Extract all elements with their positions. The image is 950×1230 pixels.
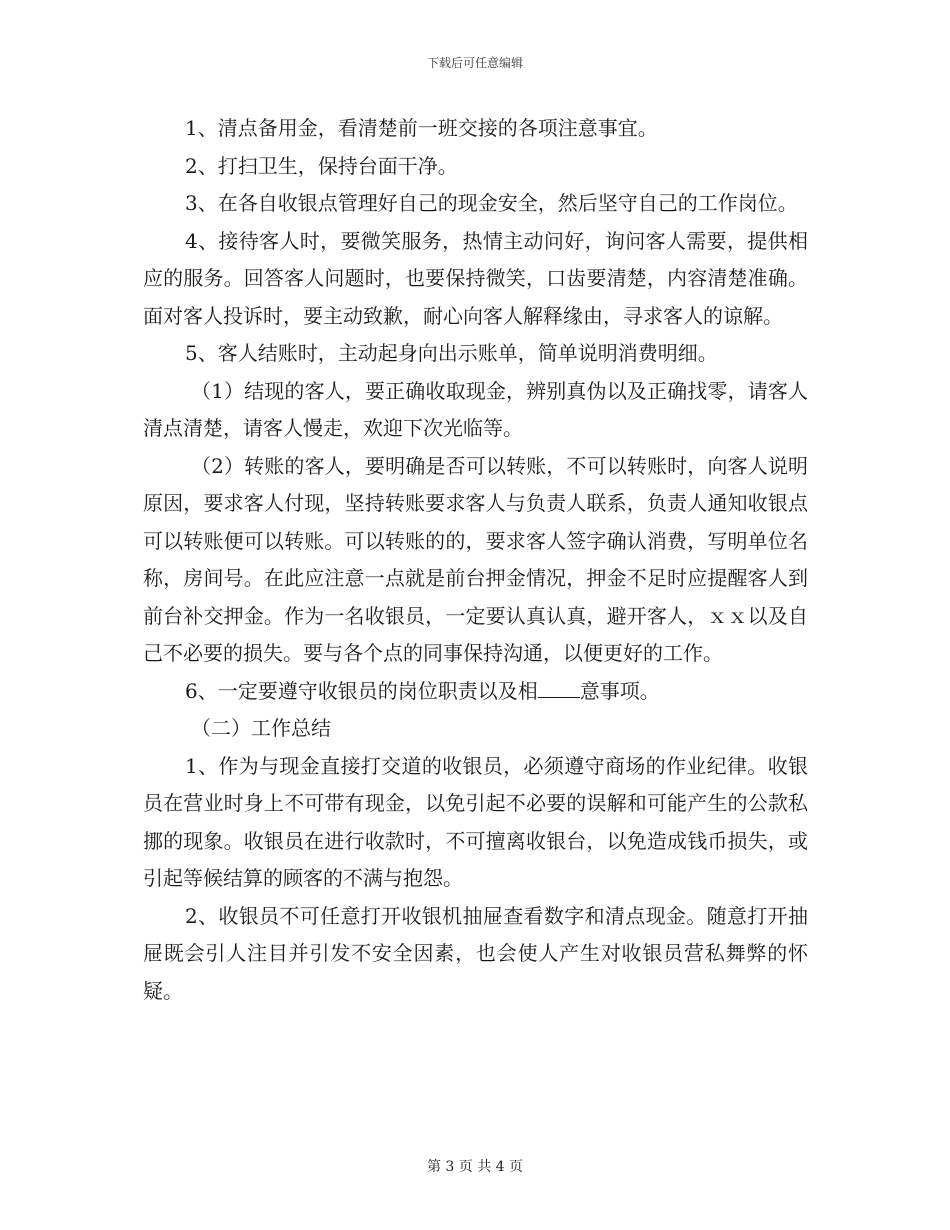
paragraph-item-2: 2、打扫卫生，保持台面干净。 bbox=[185, 153, 458, 178]
document-body bbox=[143, 110, 808, 1010]
page-footer-number: 第 3 页 共 4 页 bbox=[426, 1159, 524, 1175]
paragraph-item-5: 5、客人结账时，主动起身向出示账单，简单说明消费明细。 bbox=[185, 341, 718, 365]
paragraph-subitem-1: （1）结现的客人，要正确收取现金，辨别真伪以及正确找零，请客人清点清楚，请客人慢走，欢迎下次光临等。 bbox=[143, 378, 808, 440]
paragraph-item-3: 3、在各自收银点管理好自己的现金安全，然后坚守自己的工作岗位。 bbox=[185, 191, 798, 215]
paragraph-item-4: 4、接待客人时，要微笑服务，热情主动问好，询问客人需要，提供相应的服务。回答客人问题时，也要保持微笑，口齿要清楚，内容清楚准确。面对客人投诉时，要主动致歉，耐心向客人解释缘由，寻求客人的谅解。 bbox=[143, 228, 808, 328]
paragraph-item-1: 1、清点备用金，看清楚前一班交接的各项注意事宜。 bbox=[185, 116, 658, 140]
summary-paragraph-1: 1、作为与现金直接打交道的收银员，必须遵守商场的作业纪律。收银员在营业时身上不可带有现金，以免引起不必要的误解和可能产生的公款私挪的现象。收银员在进行收款时，不可擅离收银台，以免造成钱币损失，或引起等候结算的顾客的不满与抱怨。 bbox=[143, 753, 808, 890]
item-6-text-before: 6、一定要遵守收银员的岗位职责以及相 bbox=[185, 678, 538, 703]
page-header-note: 下载后可任意编辑 bbox=[426, 56, 523, 70]
fill-in-blank bbox=[538, 679, 580, 698]
paragraph-subitem-2: （2）转账的客人，要明确是否可以转账，不可以转账时，向客人说明原因，要求客人付现，坚持转账要求客人与负责人联系，负责人通知收银点可以转账便可以转账。可以转账的的，要求客人签字确认消费，写明单位名称，房间号。在此应注意一点就是前台押金情况，押金不足时应提醒客人到前台补交押金。作为一名收银员，一定要认真认真，避开客人，ｘｘ以及自己不必要的损失。要与各个点的同事保持沟通，以便更好的工作。 bbox=[143, 453, 808, 665]
section-heading: （二）工作总结 bbox=[191, 716, 331, 740]
summary-paragraph-2: 2、收银员不可任意打开收银机抽屉查看数字和清点现金。随意打开抽屉既会引人注目并引发不安全因素，也会使人产生对收银员营私舞弊的怀疑。 bbox=[143, 903, 808, 1003]
paragraph-item-6 bbox=[143, 673, 808, 711]
item-6-text-after: 意事项。 bbox=[579, 678, 660, 703]
